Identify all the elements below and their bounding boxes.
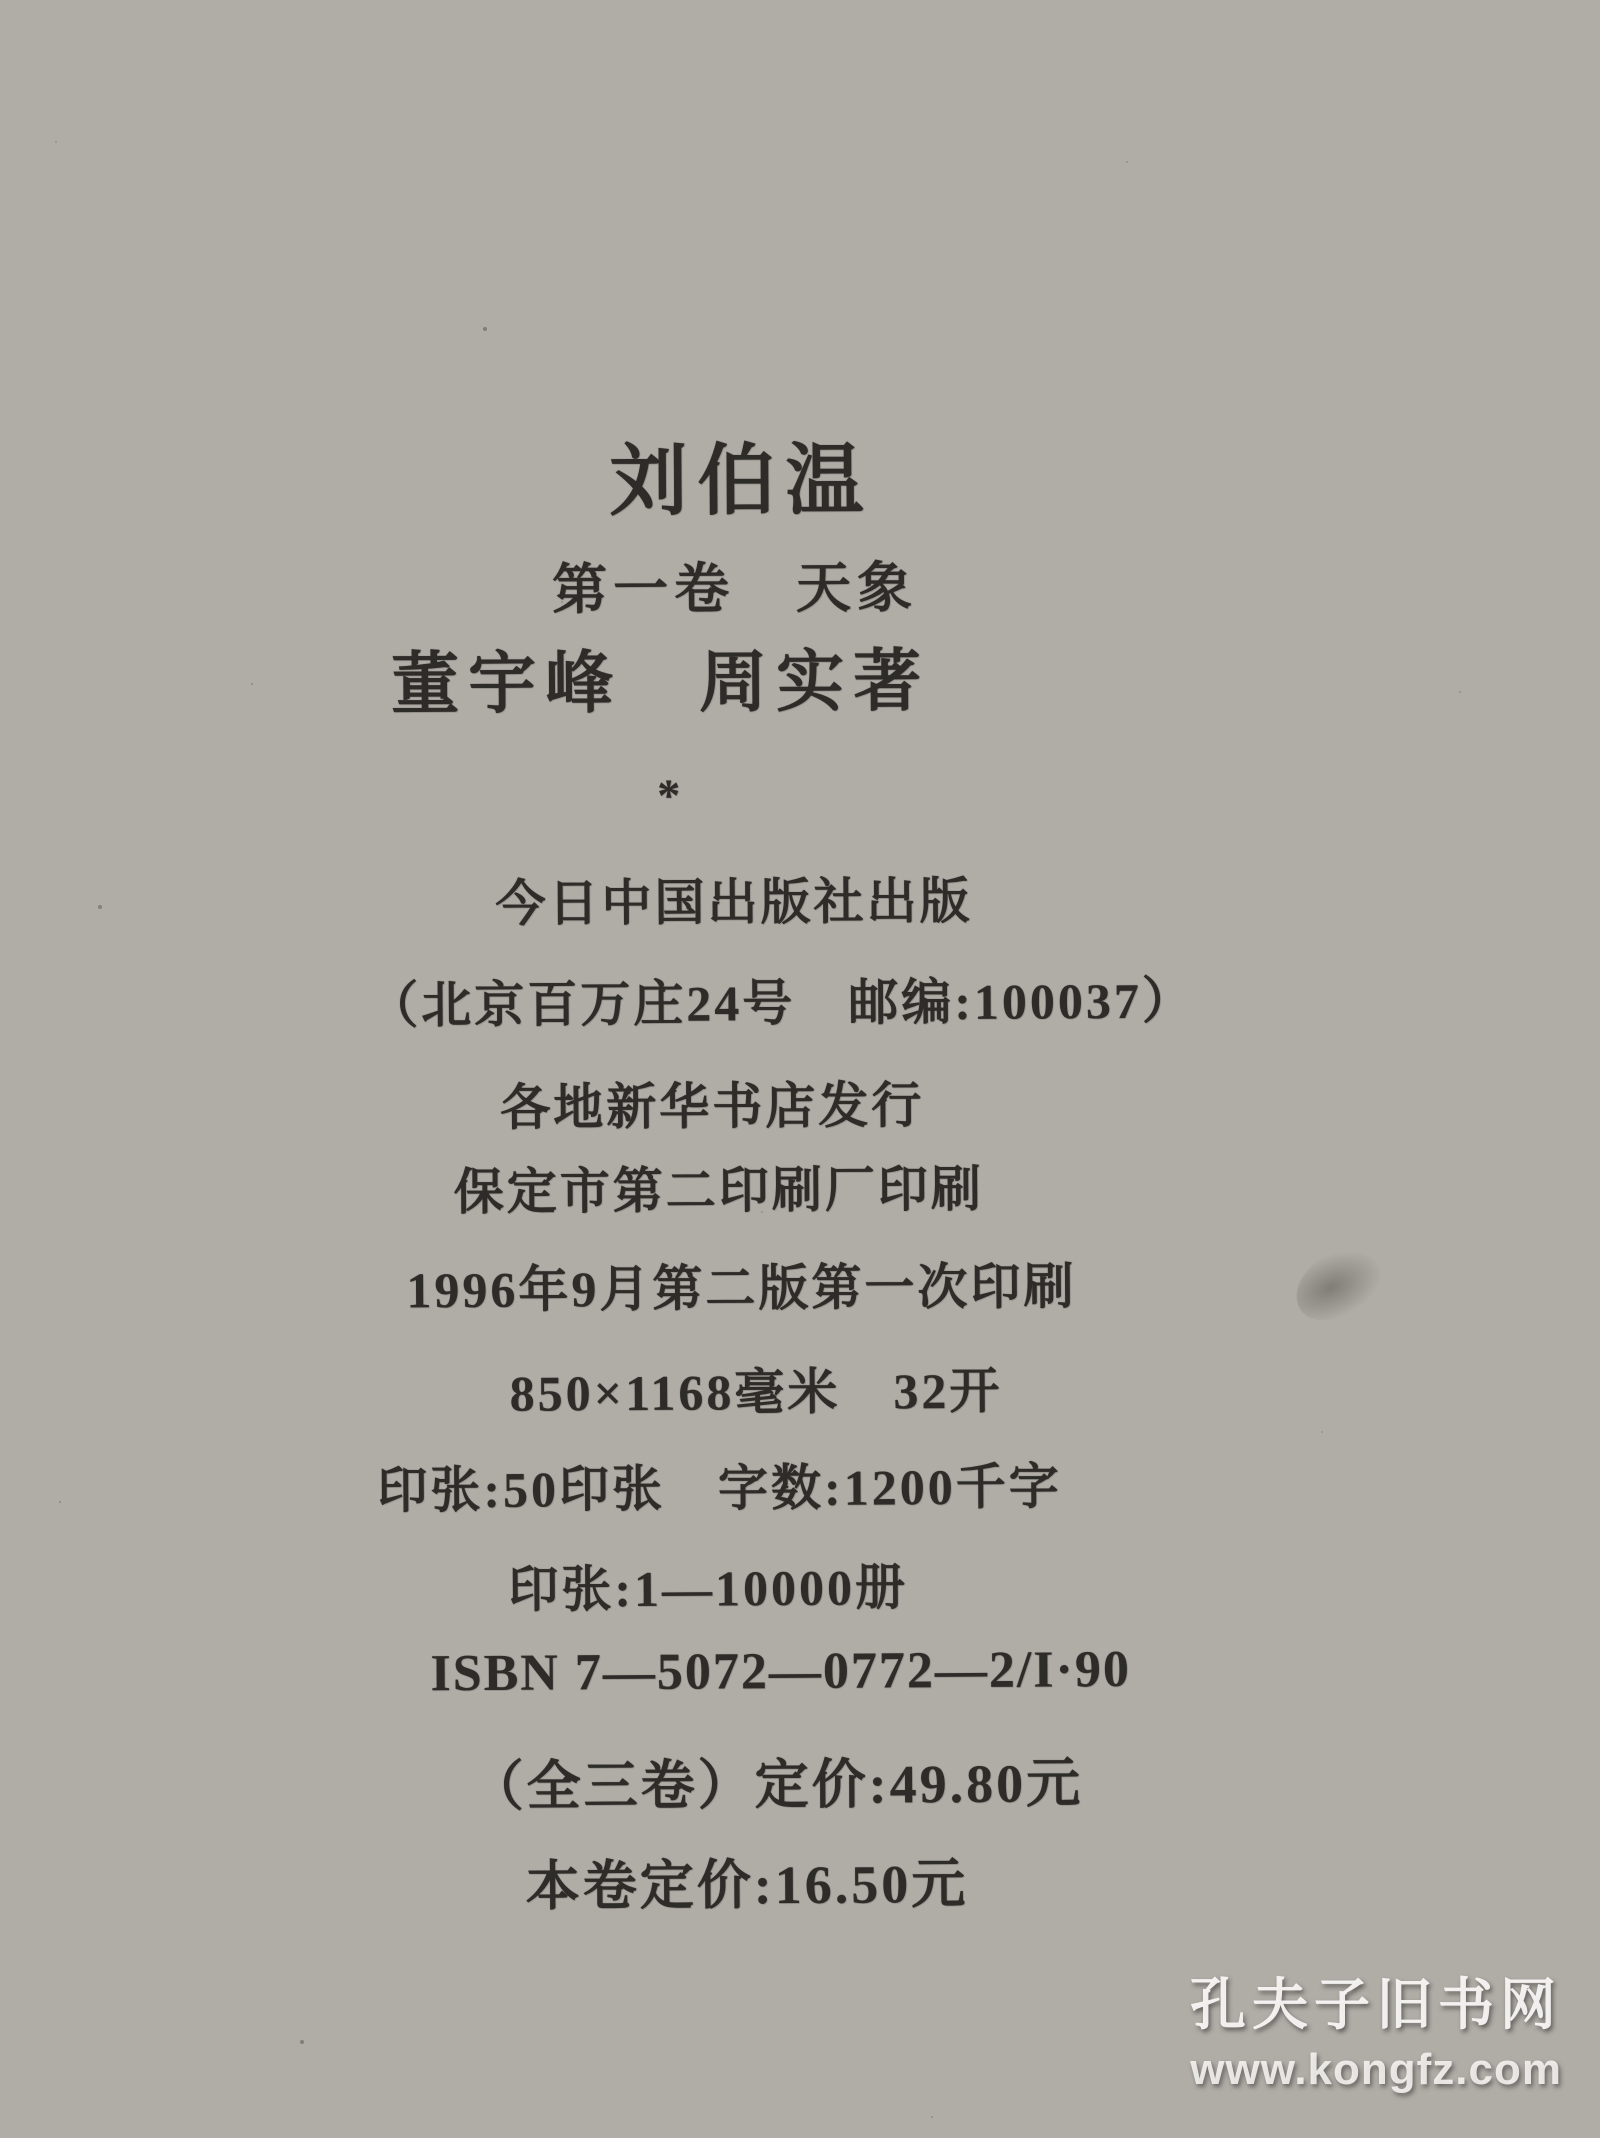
volume-subtitle: 第一卷 天象: [551, 557, 919, 621]
colophon-format-line: 850×1168毫米 32开: [509, 1362, 1003, 1422]
colophon-volume-price-line: 本卷定价:16.50元: [525, 1853, 969, 1917]
divider-asterisk: *: [657, 769, 684, 821]
watermark-site-name: 孔夫子旧书网: [1190, 1975, 1562, 2037]
colophon-set-price-line: （全三卷）定价:49.80元: [469, 1753, 1084, 1818]
colophon-printer-line: 保定市第二印刷厂印刷: [453, 1160, 984, 1221]
colophon-edition-line: 1996年9月第二版第一次印刷: [406, 1258, 1077, 1319]
book-title: 刘伯温: [609, 436, 874, 526]
colophon-print-run-line: 印张:1—10000册: [508, 1559, 909, 1618]
colophon-distribution-line: 各地新华书店发行: [500, 1077, 925, 1136]
colophon-isbn-line: ISBN 7—5072—0772—2/I·90: [430, 1640, 1132, 1703]
kongfz-watermark: [1190, 1961, 1562, 2095]
colophon-address-line: （北京百万庄24号 邮编:100037）: [368, 972, 1196, 1034]
watermark-site-url: www.kongfz.com: [1190, 2045, 1562, 2094]
colophon-publisher-line: 今日中国出版社出版: [495, 872, 973, 932]
colophon-sheets-wordcount-line: 印张:50印张 字数:1200千字: [377, 1458, 1062, 1519]
authors-line: 董宇峰 周实著: [390, 643, 931, 723]
